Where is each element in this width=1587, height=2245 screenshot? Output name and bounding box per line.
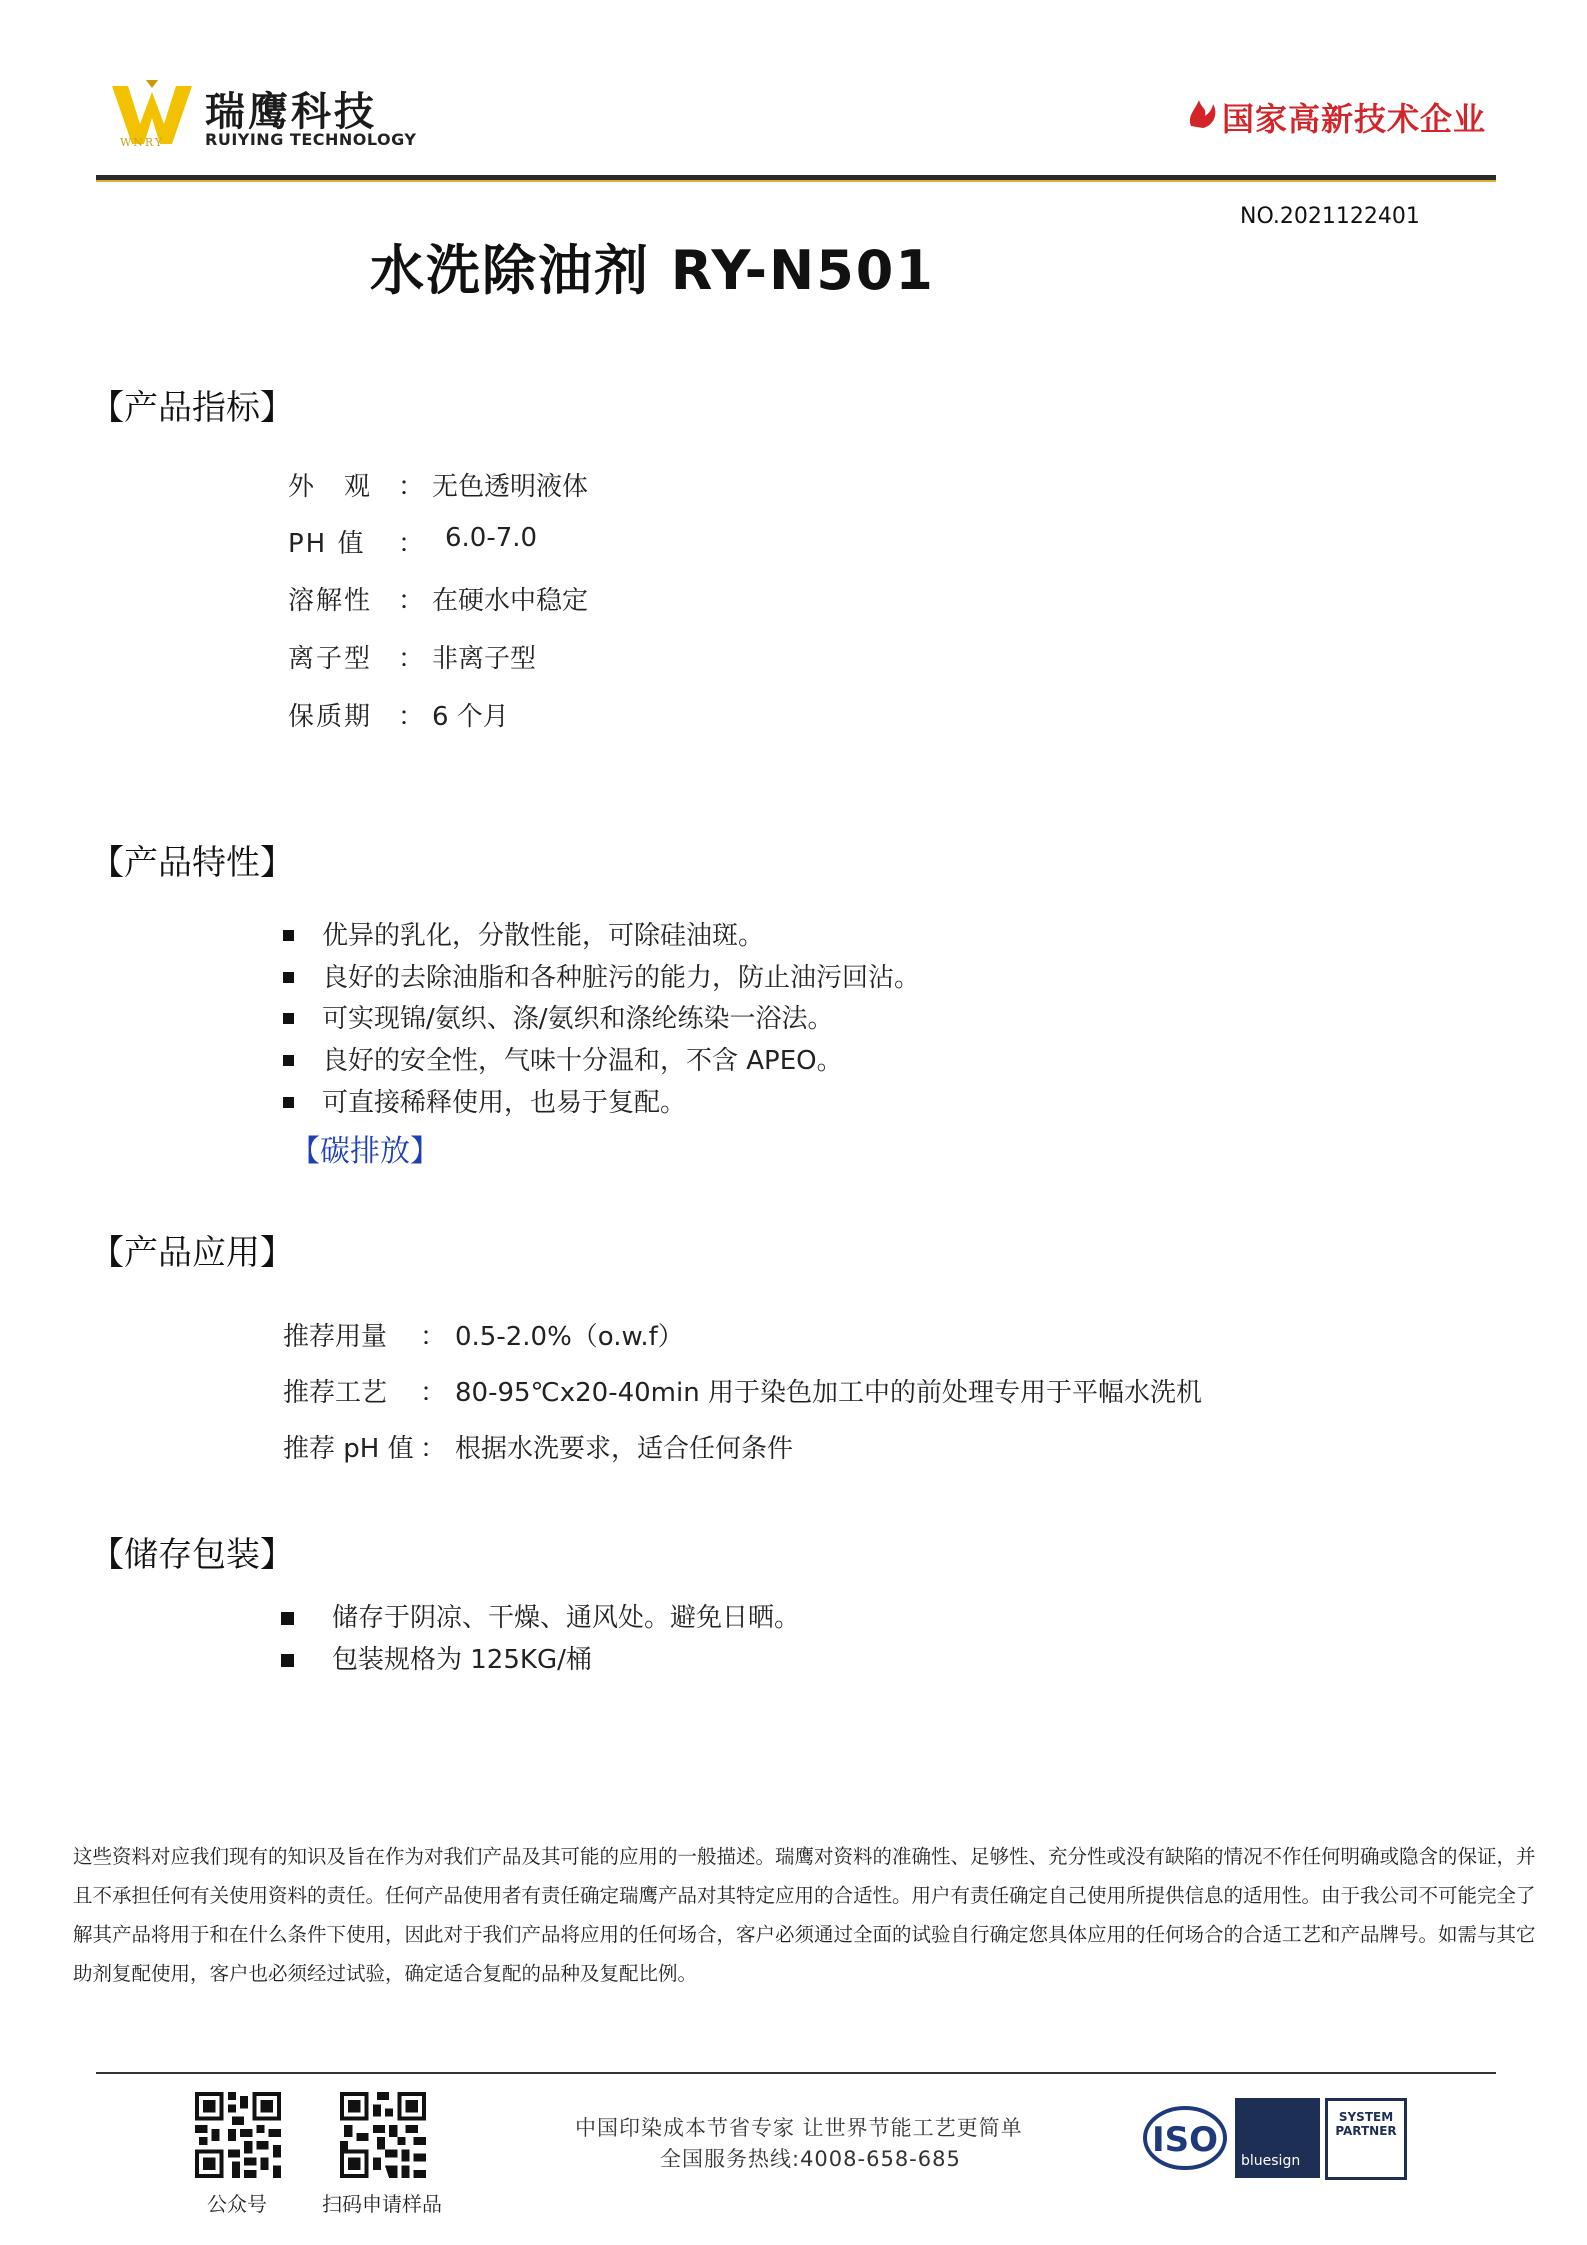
section-heading-application: 【产品应用】 [90, 1233, 294, 1273]
spec-label: PH 值 [288, 529, 366, 559]
iso-logo-icon [1142, 2105, 1228, 2171]
spec-value: 非离子型 [432, 644, 537, 674]
bullet-square-icon [283, 1013, 294, 1024]
disclaimer-text: 这些资料对应我们现有的知识及旨在作为对我们产品及其可能的应用的一般描述。瑞鹰对资料的准确性、足够性、充分性或没有缺陷的情况不作任何明确或隐含的保证，并且不承担任何有关使用资料的责任。任何产品使用者有责任确定瑞鹰产品对其特定应用的合适性。用户有责任确定自己使用所提供信息的适用性。由于我公司不可能完全了解其产品将用于和在什么条件下使用，因此对于我们产品将应用的任何场合，客户必须通过全面的试验自行确定您具体应用的任何场合的合适工艺和产品牌号。如需与其它助剂复配使用，客户也必须经过试验，确定适合复配的品种及复配比例。 [73, 1845, 1536, 1985]
carbon-emission-link[interactable]: 【碳排放】 [290, 1134, 440, 1169]
spec-colon: ： [398, 472, 425, 502]
company-name-en: RUIYING TECHNOLOGY [205, 130, 417, 149]
spec-value: 6 个月 [432, 702, 509, 732]
spec-colon: ： [398, 529, 425, 559]
spec-label: 外 观 [288, 472, 373, 502]
qr-label-official-account: 公众号 [207, 2192, 267, 2216]
feature-item: 可直接稀释使用，也易于复配。 [322, 1088, 687, 1118]
header-rule-accent [96, 180, 1496, 182]
spec-colon: ： [398, 702, 425, 732]
bullet-square-icon [281, 1612, 294, 1625]
bluesign-label: bluesign [1241, 2153, 1301, 2169]
spec-label: 离子型 [288, 644, 373, 674]
logo-abbreviation: WNRY [120, 136, 165, 149]
application-value: 0.5-2.0%（o.w.f） [455, 1322, 684, 1352]
application-label: 推荐 pH 值 [283, 1434, 414, 1464]
spec-colon: ： [398, 644, 425, 674]
section-heading-features: 【产品特性】 [90, 843, 294, 883]
feature-item: 优异的乳化，分散性能，可除硅油斑。 [322, 921, 765, 951]
spec-value: 在硬水中稳定 [432, 586, 589, 616]
section-heading-specs: 【产品指标】 [90, 388, 294, 428]
application-label: 推荐用量 [283, 1322, 388, 1352]
spec-label: 溶解性 [288, 586, 373, 616]
application-colon: ： [420, 1434, 447, 1464]
feature-item: 良好的安全性，气味十分温和，不含 APEO。 [322, 1046, 843, 1076]
application-colon: ： [420, 1322, 447, 1352]
product-title: 水洗除油剂 RY-N501 [370, 239, 935, 302]
footer-hotline: 全国服务热线:4008-658-685 [660, 2147, 961, 2171]
feature-item: 良好的去除油脂和各种脏污的能力，防止油污回沾。 [322, 963, 921, 993]
spec-value: 6.0-7.0 [445, 523, 538, 553]
qr-code-icon [195, 2092, 281, 2178]
bullet-square-icon [283, 1055, 294, 1066]
iso-text: ISO [1151, 2120, 1219, 2160]
qr-label-request-sample: 扫码申请样品 [322, 2192, 442, 2216]
spec-value: 无色透明液体 [432, 472, 589, 502]
footer-slogan: 中国印染成本节省专家 让世界节能工艺更简单 [575, 2116, 1023, 2140]
application-value: 80-95℃x20-40min 用于染色加工中的前处理专用于平幅水洗机 [455, 1378, 1202, 1408]
feature-item: 可实现锦/氨织、涤/氨织和涤纶练染一浴法。 [322, 1004, 834, 1034]
hitech-enterprise-label: 国家高新技术企业 [1222, 100, 1487, 138]
spec-label: 保质期 [288, 702, 373, 732]
qr-code-icon [340, 2092, 426, 2178]
storage-item: 包装规格为 125KG/桶 [332, 1645, 592, 1675]
bullet-square-icon [281, 1654, 294, 1667]
storage-item: 储存于阴凉、干燥、通风处。避免日晒。 [332, 1603, 801, 1633]
application-value: 根据水洗要求，适合任何条件 [455, 1434, 794, 1464]
system-partner-label: SYSTEM PARTNER [1335, 2110, 1397, 2138]
bullet-square-icon [283, 930, 294, 941]
hitech-flame-icon [1185, 96, 1219, 130]
application-label: 推荐工艺 [283, 1378, 388, 1408]
bullet-square-icon [283, 972, 294, 983]
section-heading-storage: 【储存包装】 [90, 1535, 294, 1575]
company-name-cn: 瑞鹰科技 [205, 89, 377, 135]
bullet-square-icon [283, 1097, 294, 1108]
footer-rule [96, 2072, 1496, 2074]
document-number: NO.2021122401 [1240, 204, 1420, 229]
application-colon: ： [420, 1378, 447, 1408]
spec-colon: ： [398, 586, 425, 616]
